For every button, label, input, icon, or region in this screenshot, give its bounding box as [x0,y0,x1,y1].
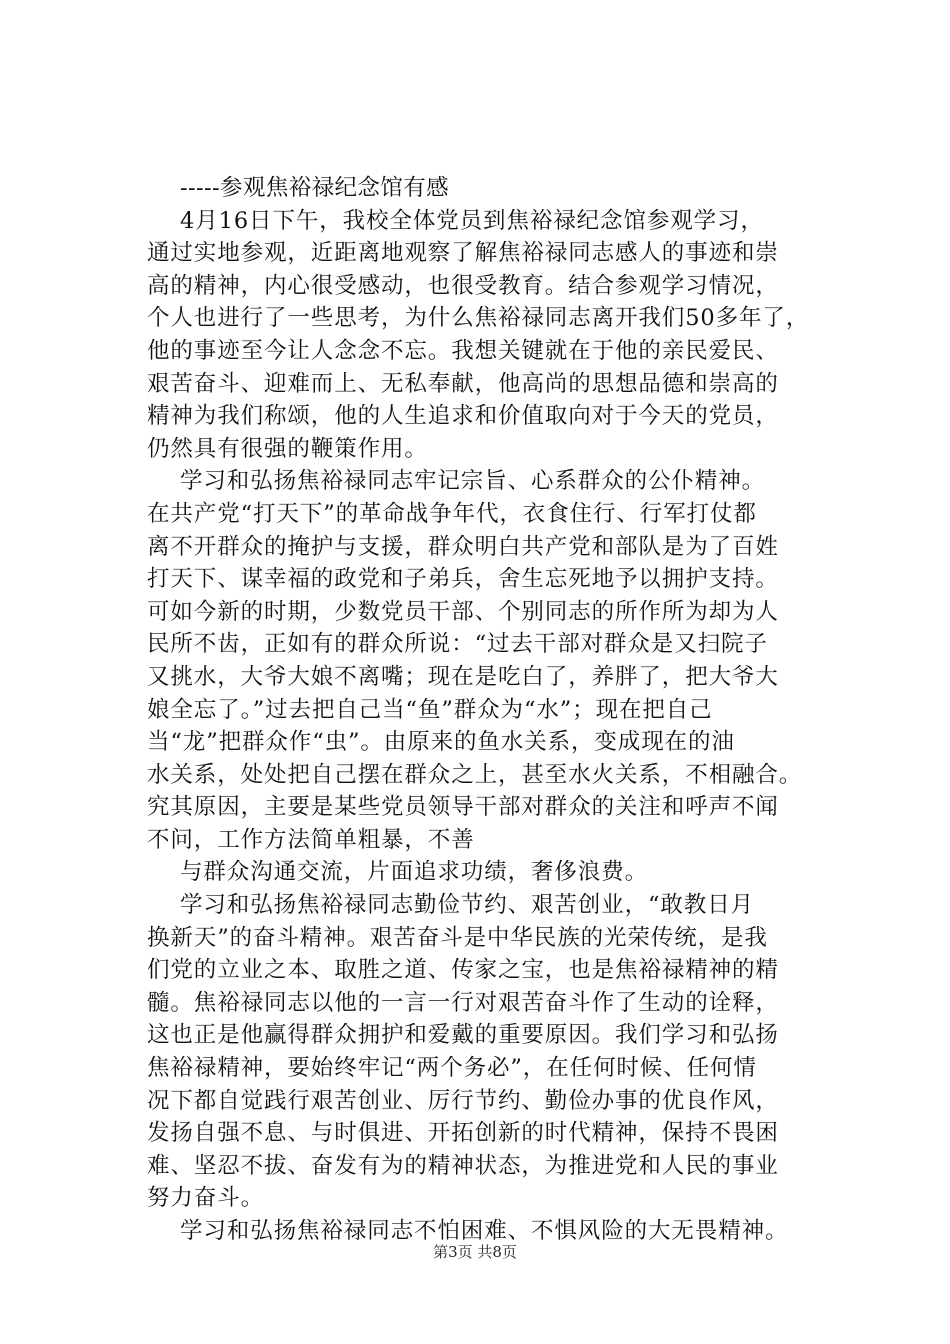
paragraph-line: 4月16日下午，我校全体党员到焦裕禄纪念馆参观学习， [180,207,764,234]
paragraph-line: 他的事迹至今让人念念不忘。我想关键就在于他的亲民爱民、 [147,337,779,364]
paragraph-line: 高的精神，内心很受感动，也很受教育。结合参观学习情况， [147,272,779,299]
paragraph-line: 髓。焦裕禄同志以他的一言一行对艰苦奋斗作了生动的诠释， [147,989,779,1016]
paragraph-line: 打天下、谋幸福的政党和子弟兵，舍生忘死地予以拥护支持。 [147,566,779,593]
paragraph-line: 在共产党“打天下”的革命战争年代，衣食住行、行军打仗都 [147,500,757,527]
paragraph-hard-work-spirit [147,889,837,1215]
paragraph-line: 换新天”的奋斗精神。艰苦奋斗是中华民族的光荣传统，是我 [147,924,768,951]
paragraph-line: 难、坚忍不拔、奋发有为的精神状态，为推进党和人民的事业 [147,1152,779,1179]
paragraph-line: 个人也进行了一些思考，为什么焦裕禄同志离开我们50多年了， [147,305,810,332]
page-number-footer: 第3页 共8页 [433,1243,517,1261]
paragraph-line: 艰苦奋斗、迎难而上、无私奉献，他高尚的思想品德和崇高的 [147,370,779,397]
paragraph-line: 况下都自觉践行艰苦创业、厉行节约、勤俭办事的优良作风， [147,1087,779,1114]
paragraph-line: 究其原因，主要是某些党员领导干部对群众的关注和呼声不闻 [147,794,779,821]
paragraph-line: 又挑水，大爷大娘不离嘴；现在是吃白了，养胖了，把大爷大 [147,663,779,690]
paragraph-line: 精神为我们称颂，他的人生追求和价值取向对于今天的党员， [147,403,779,430]
paragraph-line: 当“龙”把群众作“虫”。由原来的鱼水关系，变成现在的油 [147,729,735,756]
paragraph-line: 可如今新的时期，少数党员干部、个别同志的所作所为却为人 [147,598,779,625]
paragraph-line: 学习和弘扬焦裕禄同志牢记宗旨、心系群众的公仆精神。 [180,468,766,495]
document-subtitle: -----参观焦裕禄纪念馆有感 [180,175,450,201]
paragraph-line: 水关系，处处把自己摆在群众之上，甚至水火关系，不相融合。 [147,761,803,788]
paragraph-line: 离不开群众的掩护与支援，群众明白共产党和部队是为了百姓 [147,533,779,560]
paragraph-line: 们党的立业之本、取胜之道、传家之宝，也是焦裕禄精神的精 [147,957,779,984]
paragraph-line: 仍然具有很强的鞭策作用。 [147,435,428,462]
paragraph-line: 与群众沟通交流，片面追求功绩，奢侈浪费。 [180,859,649,886]
paragraph-line: 民所不齿，正如有的群众所说：“过去干部对群众是又扫院子 [147,631,768,658]
document-body [147,172,837,1248]
paragraph-visit-summary [147,205,837,466]
paragraph-line: 不问，工作方法简单粗暴，不善 [147,826,475,853]
paragraph-line: 娘全忘了。”过去把自己当“鱼”群众为“水”；现在把自己 [147,696,713,723]
paragraph-line: 学习和弘扬焦裕禄同志勤俭节约、艰苦创业，“敢教日月 [180,892,755,919]
paragraph-line: 通过实地参观，近距离地观察了解焦裕禄同志感人的事迹和崇 [147,240,779,267]
paragraph-line: 焦裕禄精神，要始终牢记“两个务必”，在任何时候、任何情 [147,1055,757,1082]
paragraph-public-servant-spirit [147,465,837,856]
paragraph-line: 这也正是他赢得群众拥护和爱戴的重要原因。我们学习和弘扬 [147,1022,779,1049]
paragraph-line: 发扬自强不息、与时俱进、开拓创新的时代精神，保持不畏困 [147,1120,779,1147]
paragraph-line: 学习和弘扬焦裕禄同志不怕困难、不惧风险的大无畏精神。 [180,1218,789,1244]
paragraph-line: 努力奋斗。 [147,1185,265,1212]
paragraph-continuation [147,856,837,889]
